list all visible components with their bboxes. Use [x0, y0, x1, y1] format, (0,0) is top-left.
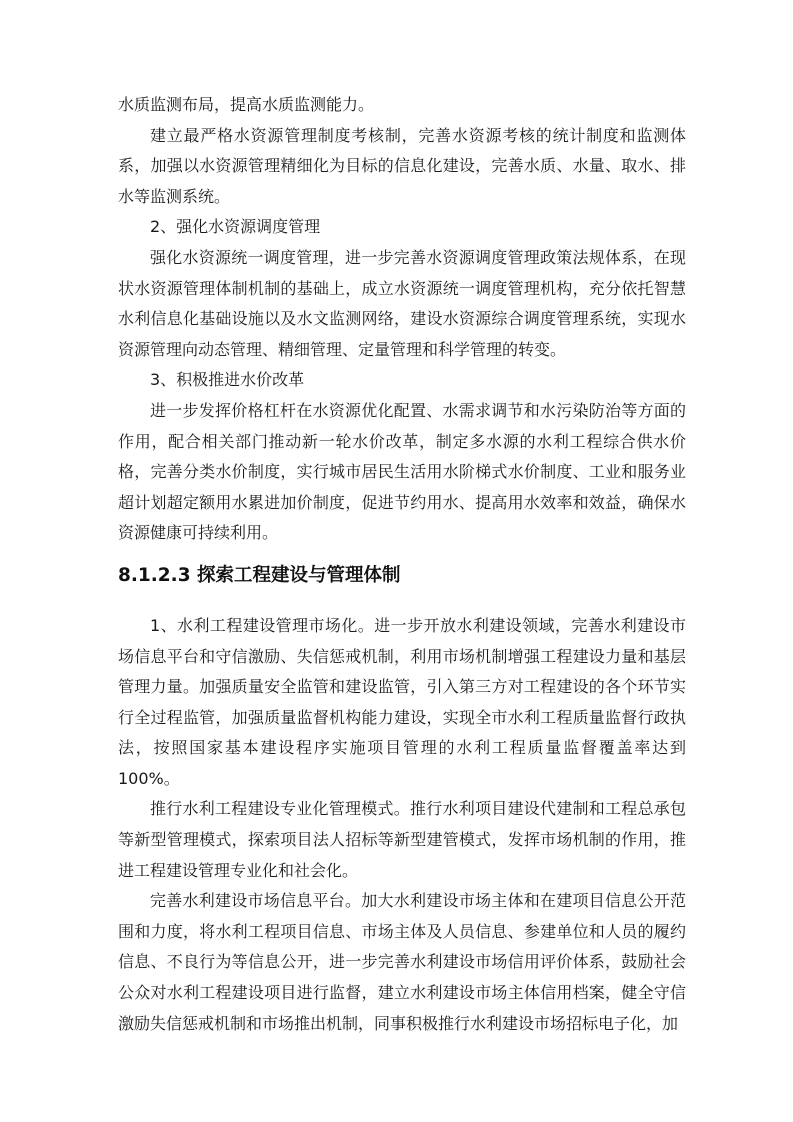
paragraph-professional-management: 推行水利工程建设专业化管理模式。推行水利项目建设代建制和工程总承包等新型管理模式，探索项目法人招标等新型建管模式，发挥市场机制的作用，推进工程建设管理专业化和社会化。: [118, 799, 686, 880]
section-heading: 8.1.2.3 探索工程建设与管理体制: [118, 564, 401, 586]
paragraph-dispatch-management: 强化水资源统一调度管理，进一步完善水资源调度管理政策法规体系，在现状水资源管理体制机制的基础上，成立水资源统一调度管理机构，充分依托智慧水利信息化基础设施以及水文监测网络，建设水资源综合调度管理系统，实现水资源管理向动态管理、精细管理、定量管理和科学管理的转变。: [118, 247, 686, 359]
paragraph-construction-marketization: 1、水利工程建设管理市场化。进一步开放水利建设领域，完善水利建设市场信息平台和守信激励、失信惩戒机制，利用市场机制增强工程建设力量和基层管理力量。加强质量安全监管和建设监管，引入第三方对工程建设的各个环节实行全过程监管，加强质量监督机构能力建设，实现全市水利工程质量监督行政执法，按照国家基本建设程序实施项目管理的水利工程质量监督覆盖率达到100%。: [118, 615, 686, 788]
paragraph-water-price-reform: 进一步发挥价格杠杆在水资源优化配置、水需求调节和水污染防治等方面的作用，配合相关部门推动新一轮水价改革，制定多水源的水利工程综合供水价格，完善分类水价制度，实行城市居民生活用水阶梯式水价制度、工业和服务业超计划超定额用水累进加价制度，促进节约用水、提高用水效率和效益，确保水资源健康可持续利用。: [118, 400, 686, 543]
paragraph-assessment-system: 建立最严格水资源管理制度考核制，完善水资源考核的统计制度和监测体系，加强以水资源管理精细化为目标的信息化建设，完善水质、水量、取水、排水等监测系统。: [118, 125, 686, 206]
document-body: [118, 90, 686, 1039]
paragraph-market-information-platform: 完善水利建设市场信息平台。加大水利建设市场主体和在建项目信息公开范围和力度，将水利工程项目信息、市场主体及人员信息、参建单位和人员的履约信息、不良行为等信息公开，进一步完善水利建设市场信用评价体系，鼓励社会公众对水利工程建设项目进行监督，建立水利建设市场主体信用档案，健全守信激励失信惩戒机制和市场推出机制，同事积极推行水利建设市场招标电子化，加: [118, 891, 686, 1033]
list-item-water-price-reform: 3、积极推进水价改革: [150, 370, 305, 390]
paragraph-water-quality-layout: 水质监测布局，提高水质监测能力。: [118, 95, 375, 114]
list-item-dispatch-management: 2、强化水资源调度管理: [150, 217, 321, 237]
